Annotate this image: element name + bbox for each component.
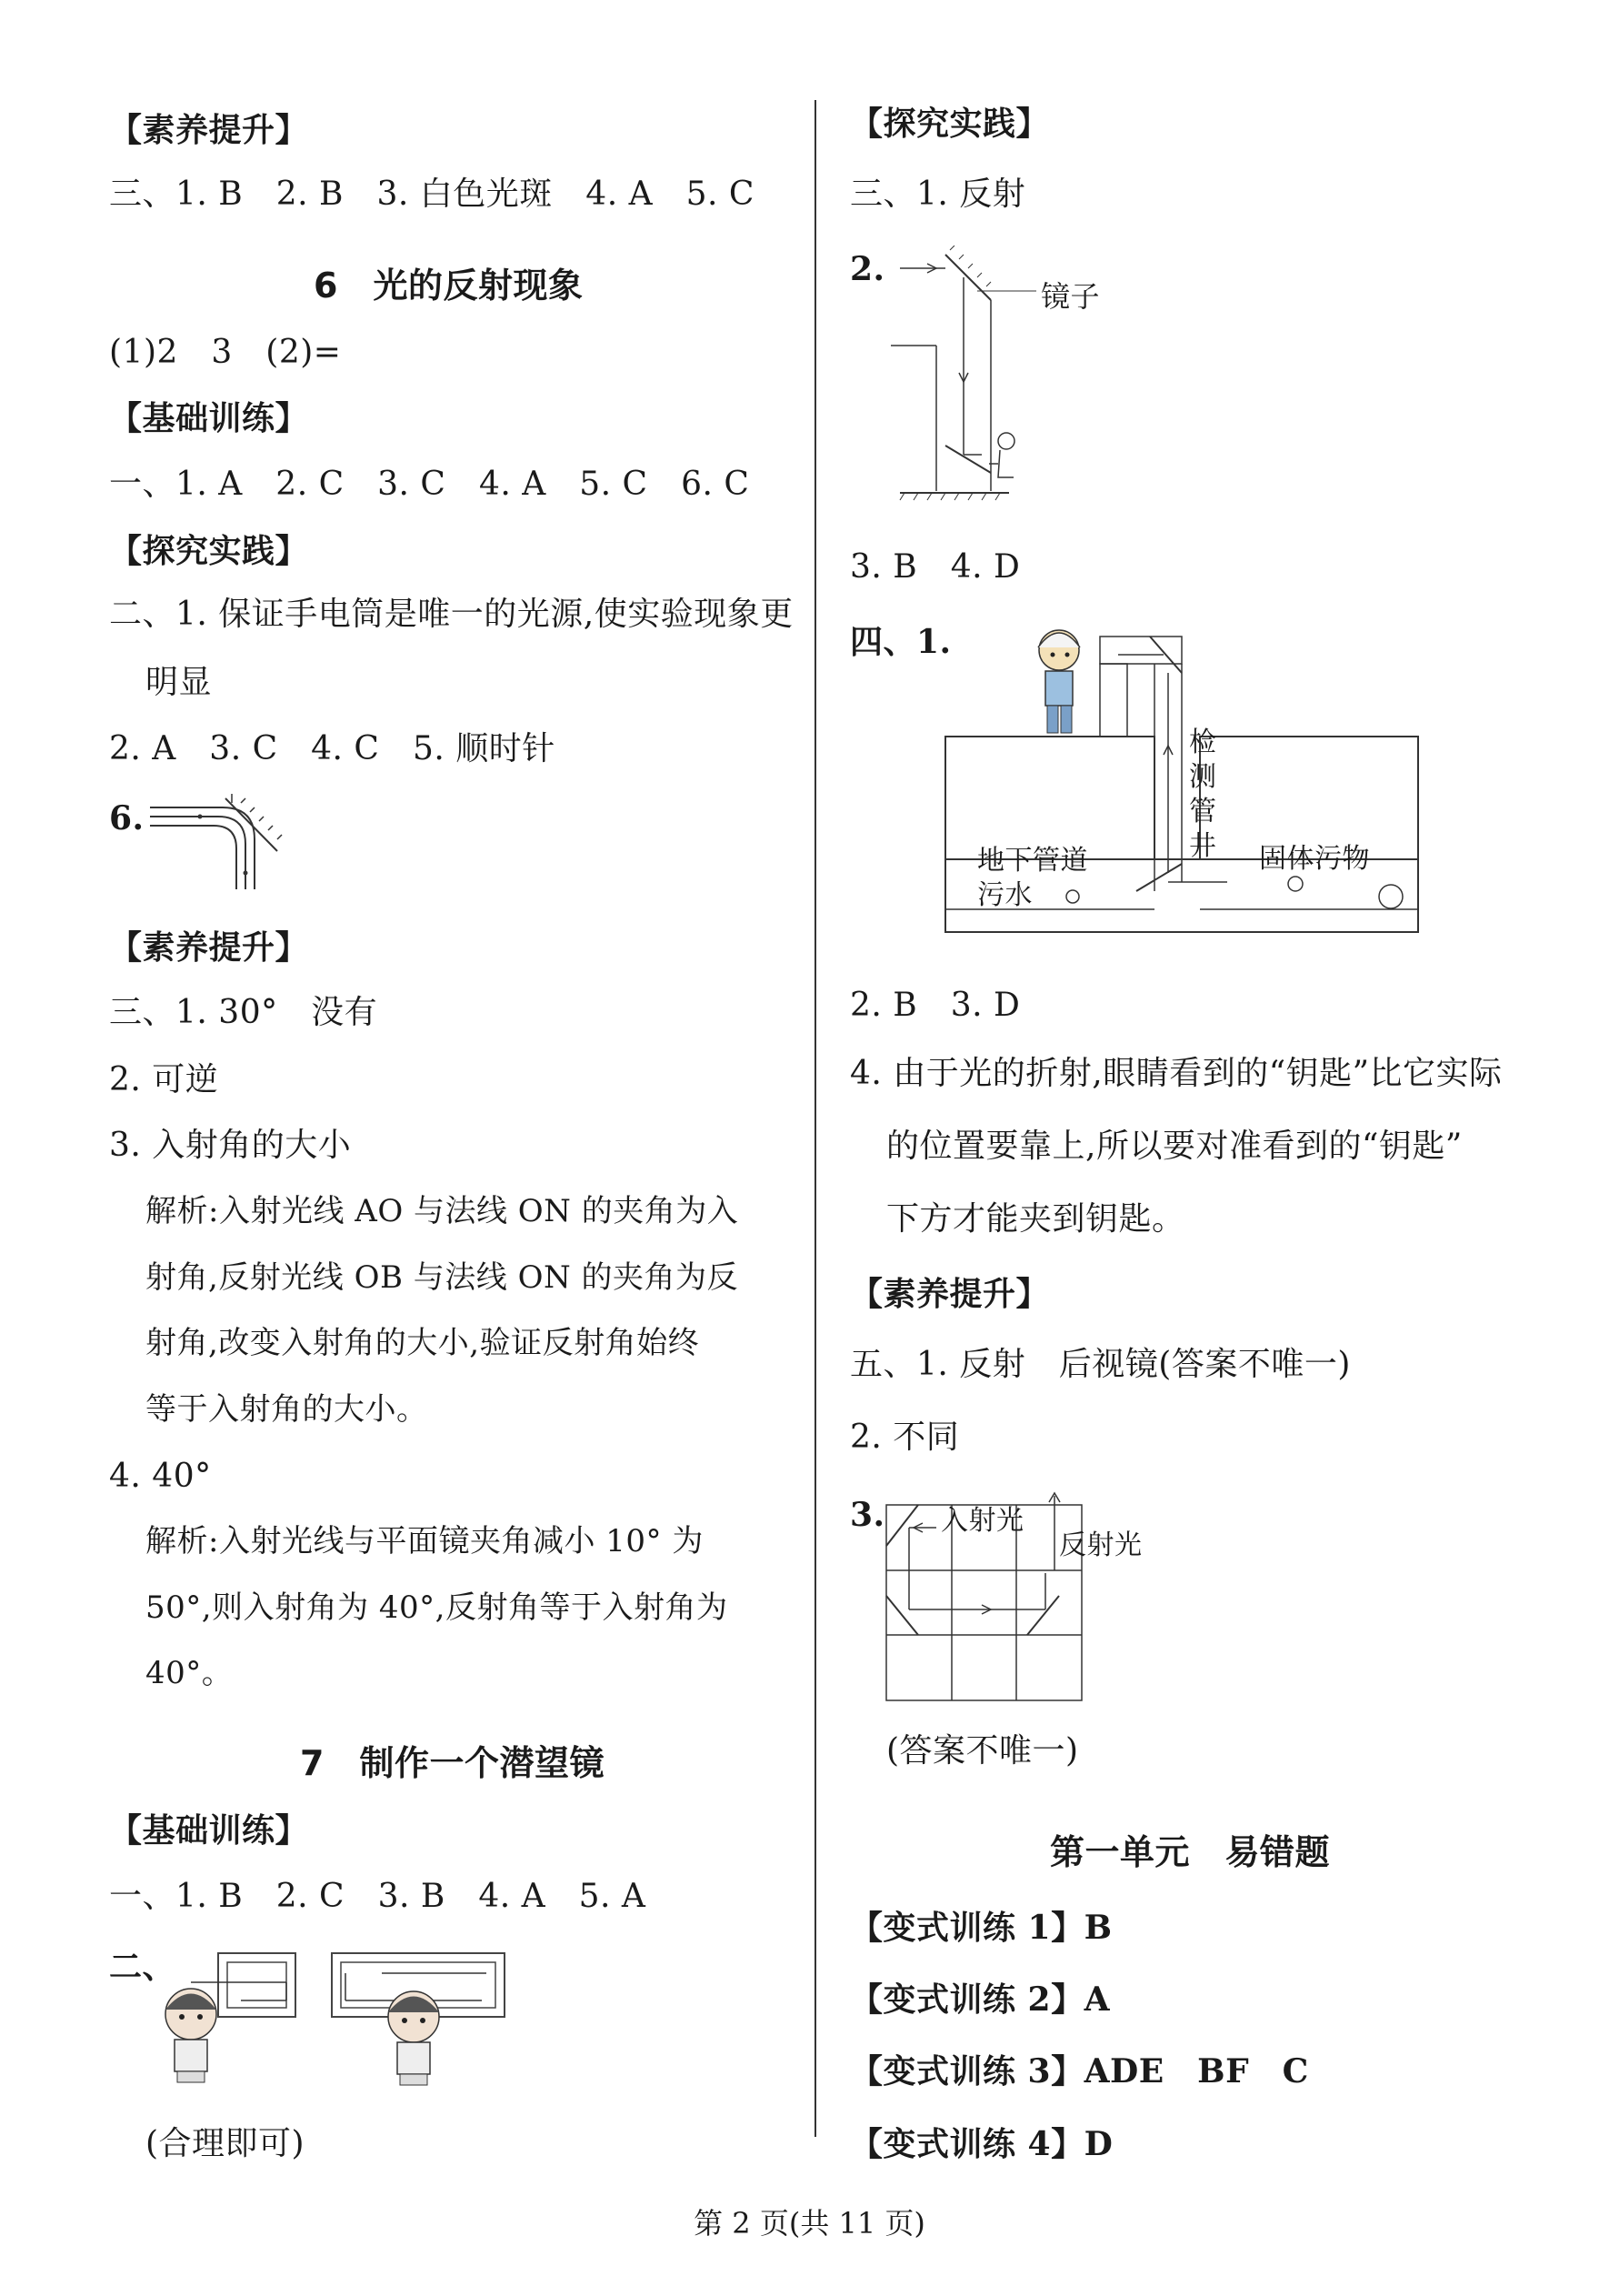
right-r1-line: 3. B 4. D [850,548,1021,586]
left-s4-q2: 2. 可逆 [109,1061,219,1098]
left-s4-q3-exp2: 射角,反射光线 OB 与法线 ON 的夹角为反 [145,1259,739,1296]
variant-3: 【变式训练 3】ADE BF C [850,2052,1309,2090]
variant-4: 【变式训练 4】D [850,2125,1114,2163]
reflected-light-label: 反射光 [1059,1529,1143,1561]
left-s4-q3: 3. 入射角的大小 [109,1127,352,1164]
section-7-title: 7 制作一个潜望镜 [300,1743,605,1783]
left-s3-q1-a: 二、1. 保证手电筒是唯一的光源,使实验现象更 [109,596,794,633]
left-s5-q2: 二、 [109,1948,176,1986]
right-r2-q4-b: 的位置要靠上,所以要对准看到的“钥匙” [886,1128,1463,1165]
left-s5-note: (合理即可) [145,2125,305,2162]
left-s3-header: 【探究实践】 [109,532,309,570]
left-s4-q1: 三、1. 30° 没有 [109,994,378,1031]
periscope-figure-2 [327,1946,509,2091]
left-s5-header: 【基础训练】 [109,1811,309,1850]
column-divider [814,100,816,2137]
left-s4-header: 【素养提升】 [109,928,309,967]
left-s3-q1-b: 明显 [145,664,213,701]
right-r2-q4-a: 4. 由于光的折射,眼睛看到的“钥匙”比它实际 [850,1055,1503,1092]
page-footer: 第 2 页(共 11 页) [694,2206,925,2241]
left-s4-q4-exp3: 40°。 [145,1655,234,1691]
detect-well-label [1186,726,1219,864]
left-s1-header: 【素养提升】 [109,111,309,149]
right-r3-header: 【素养提升】 [850,1275,1050,1313]
detect-well-char: 测 [1189,761,1216,793]
left-s1-line: 三、1. B 2. B 3. 白色光斑 4. A 5. C [109,175,755,213]
left-s5-line: 一、1. B 2. C 3. B 4. A 5. A [109,1878,646,1915]
detect-well-char: 井 [1189,830,1216,862]
variant-2: 【变式训练 2】A [850,1980,1111,2019]
detect-well-char: 检 [1189,727,1216,758]
solid-waste-label: 固体污物 [1259,843,1370,875]
incident-light-label: 入射光 [941,1505,1024,1537]
sewage-label: 污水 [977,879,1033,911]
section-6-title: 6 光的反射现象 [314,266,584,306]
left-s4-q3-exp1: 解析:入射光线 AO 与法线 ON 的夹角为入 [145,1193,739,1229]
left-s4-q3-exp3: 射角,改变入射角的大小,验证反射角始终 [145,1325,700,1361]
left-s2-line: 一、1. A 2. C 3. C 4. A 5. C 6. C [109,466,750,503]
periscope-figure-1 [155,1946,300,2091]
right-r2-line: 2. B 3. D [850,987,1021,1024]
right-r1-header: 【探究实践】 [850,105,1050,143]
left-s3-q6: 6. [109,799,145,837]
left-s4-q3-exp4: 等于入射角的大小。 [145,1391,428,1428]
right-r3-q1: 五、1. 反射 后视镜(答案不唯一) [850,1346,1351,1383]
variant-1: 【变式训练 1】B [850,1909,1113,1947]
left-s4-q4-exp1: 解析:入射光线与平面镜夹角减小 10° 为 [145,1523,704,1559]
left-s3-line2: 2. A 3. C 4. C 5. 顺时针 [109,730,555,767]
right-r1-q1: 三、1. 反射 [850,175,1026,213]
pipe-label: 地下管道 [977,845,1088,877]
mirror-label: 镜子 [1041,279,1101,314]
right-r2-q4-c: 下方才能夹到钥匙。 [886,1200,1185,1238]
right-r1-q2: 2. [850,250,885,288]
left-s2-header: 【基础训练】 [109,399,309,437]
right-r3-note: (答案不唯一) [886,1732,1079,1770]
left-s4-q4-exp2: 50°,则入射角为 40°,反射角等于入射角为 [145,1589,728,1626]
left-s4-q4: 4. 40° [109,1458,212,1495]
right-r3-q3: 3. [850,1496,885,1534]
detect-well-char: 管 [1189,796,1216,827]
unit-1-title: 第一单元 易错题 [1050,1832,1331,1872]
right-r3-q2: 2. 不同 [850,1419,960,1456]
section-6-intro: (1)2 3 (2)= [109,334,342,371]
right-r2-q1: 四、1. [850,623,952,661]
q6-figure [145,789,291,894]
